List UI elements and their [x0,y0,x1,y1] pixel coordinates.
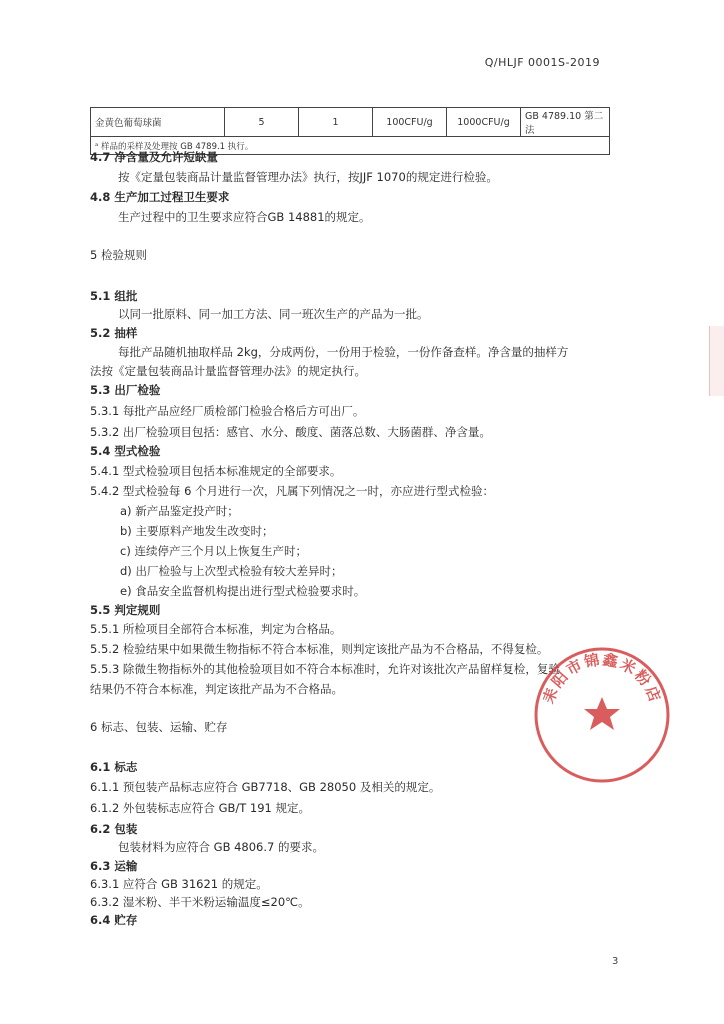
paragraph: 以同一批原料、同一加工方法、同一班次生产的产品为一批。 [118,307,429,321]
list-item: a) 新产品鉴定投产时； [120,504,239,518]
table-cell: 金黄色葡萄球菌 [91,108,225,137]
section-heading: 6.1 标志 [90,760,138,774]
table-cell: 5 [225,108,299,137]
paragraph: 5.4.2 型式检验每 6 个月进行一次，凡属下列情况之一时，亦应进行型式检验： [90,484,495,498]
microbiology-table [90,107,610,155]
table-cell: 1 [299,108,373,137]
paragraph: 6.1.2 外包装标志应符合 GB/T 191 规定。 [90,801,311,815]
paragraph: 5.5.2 检验结果中如果微生物指标不符合本标准，则判定该批产品为不合格品，不得复检。 [90,642,549,656]
list-item: d) 出厂检验与上次型式检验有较大差异时； [120,564,343,578]
standard-code: Q/HLJF 0001S-2019 [484,56,600,69]
section-heading: 6.3 运输 [90,859,138,873]
paragraph: 6.1.1 预包装产品标志应符合 GB7718、GB 28050 及相关的规定。 [90,780,441,794]
section-heading: 6.4 贮存 [90,913,138,927]
paragraph: 5.3.2 出厂检验项目包括：感官、水分、酸度、菌落总数、大肠菌群、净含量。 [90,425,491,439]
paragraph: 5.5.3 除微生物指标外的其他检验项目如不符合本标准时，允许对该批次产品留样复检，复验 [90,662,560,676]
section-heading: 5.4 型式检验 [90,444,161,458]
paragraph: 生产过程中的卫生要求应符合GB 14881的规定。 [118,210,371,224]
list-item: b) 主要原料产地发生改变时； [120,524,274,538]
page-edge-mark [709,326,724,396]
chapter-heading: 6 标志、包装、运输、贮存 [90,720,228,734]
list-item: e) 食品安全监督机构提出进行型式检验要求时。 [120,584,366,598]
seal-text: 耒阳市锦鑫米粉店 [539,650,665,706]
table-cell: 100CFU/g [373,108,447,137]
section-heading: 5.2 抽样 [90,326,138,340]
paragraph: 5.3.1 每批产品应经厂质检部门检验合格后方可出厂。 [90,404,365,418]
table-cell: GB 4789.10 第二法 [521,108,610,137]
paragraph: 6.3.1 应符合 GB 31621 的规定。 [90,877,268,891]
table-note: ᵃ 样品的采样及处理按 GB 4789.1 执行。 [91,137,610,155]
paragraph: 结果仍不符合本标准，判定该批产品为不合格品。 [90,682,343,696]
paragraph: 每批产品随机抽取样品 2kg，分成两份，一份用于检验，一份作备查样。净含量的抽样方 [118,345,569,359]
paragraph: 包装材料为应符合 GB 4806.7 的要求。 [118,840,325,854]
paragraph: 按《定量包装商品计量监督管理办法》执行，按JJF 1070的规定进行检验。 [118,170,498,184]
page-number: 3 [612,956,619,967]
section-heading: 4.7 净含量及允许短缺量 [90,150,218,164]
paragraph: 5.4.1 型式检验项目包括本标准规定的全部要求。 [90,464,342,478]
seal-star-icon [584,697,620,730]
table-cell: 1000CFU/g [447,108,521,137]
section-heading: 5.1 组批 [90,289,138,303]
section-heading: 4.8 生产加工过程卫生要求 [90,190,230,204]
paragraph: 法按《定量包装商品计量监督管理办法》的规定执行。 [90,364,366,378]
section-heading: 5.3 出厂检验 [90,383,161,397]
section-heading: 6.2 包装 [90,822,138,836]
section-heading: 5.5 判定规则 [90,603,161,617]
list-item: c) 连续停产三个月以上恢复生产时； [120,544,307,558]
paragraph: 6.3.2 湿米粉、半干米粉运输温度≤20℃。 [90,895,310,909]
chapter-heading: 5 检验规则 [90,248,147,262]
table-row [91,108,610,137]
paragraph: 5.5.1 所检项目全部符合本标准，判定为合格品。 [90,622,342,636]
company-seal-stamp [532,645,672,785]
